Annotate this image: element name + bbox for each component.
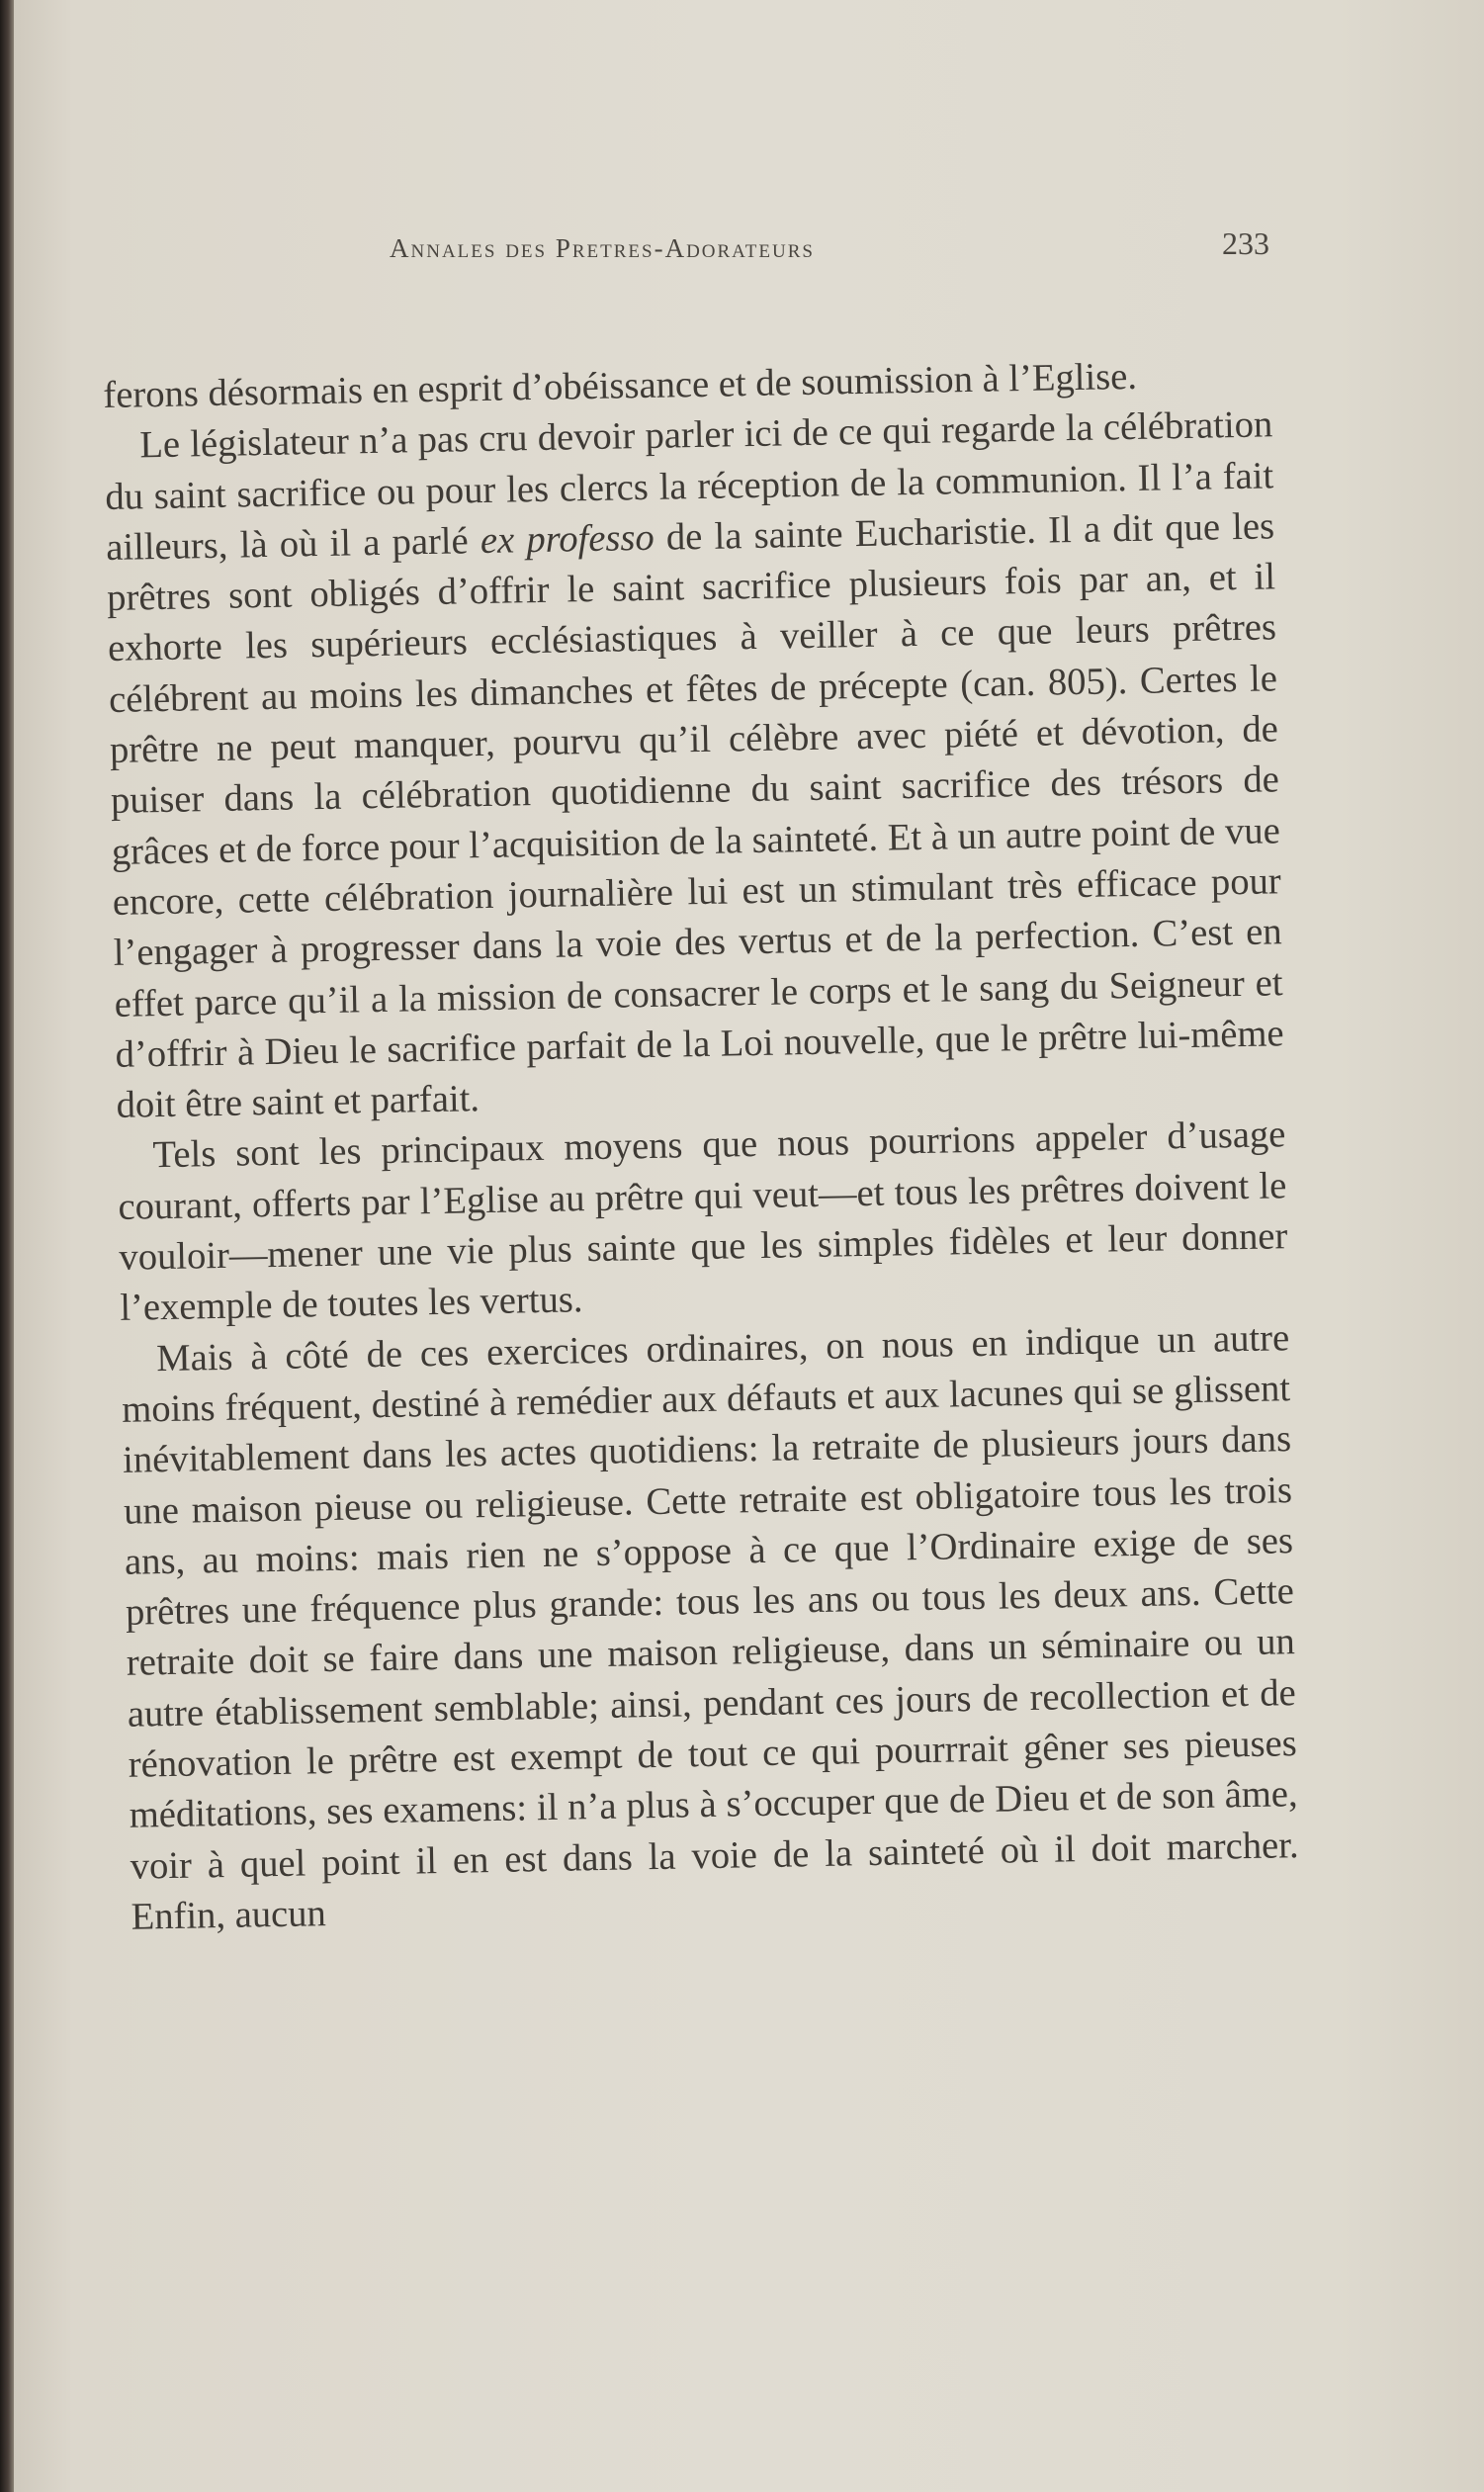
paragraph-1: ferons désormais en esprit d’obéissance et de soumission à l’Eglise.: [103, 355, 1138, 416]
italic-phrase: ex professo: [480, 516, 655, 562]
paragraph-2-after: de la sainte Eucharistie. Il a dit que les prêtres sont obligés d’offrir le saint sacrifice plusieurs fois par an, et il exhorte les supérieurs ecclésiastiques à veiller à ce que leurs prêtres célébrent au moins les dimanches et fêtes de précepte (can. 805). Certes le prêtre ne peut manquer, pourvu qu’il célèbre avec piété et dévotion, de puiser dans la célébration quotidienne du saint sacrifice des trésors de grâces et de force pour l’acquisition de la sainteté. Et à un autre point de vue encore, cette célébration journalière lui est un stimulant très efficace pour l’engager à progresser dans la voie des vertus et de la perfection. C’est en effet parce qu’il a la mission de consacrer le corps et le sang du Seigneur et d’offrir à Dieu le sacrifice parfait de la Loi nouvelle, que le prêtre lui-même doit être saint et parfait.: [106, 505, 1284, 1127]
running-head: Annales des Pretres-Adorateurs: [390, 233, 815, 263]
paragraph-4: Mais à côté de ces exercices ordinaires, on nous en indique un autre moins fréquent, destiné à remédier aux défauts et aux lacunes qui se glissent inévitablement dans les actes quotidiens: la retraite de plusieurs jours dans une maison pieuse ou religieuse. Cette retraite est obligatoire tous les trois ans, au moins: mais rien ne s’oppose à ce que l’Ordinaire exige de ses prêtres une fréquence plus grande: tous les ans ou tous les deux ans. Cette retraite doit se faire dans une maison religieuse, dans un séminaire ou un autre établissement semblable; ainsi, pendant ces jours de recollection et de rénovation le prêtre est exempt de tout ce qui pourrrait gêner ses pieuses méditations, ses examens: il n’a plus à s’occuper que de Dieu et de son âme, voir à quel point il en est dans la voie de la sainteté où il doit marcher. Enfin, aucun: [121, 1316, 1299, 1938]
paragraph-3: Tels sont les principaux moyens que nous pourrions appeler d’usage courant, offerts par l’Eglise au prêtre qui veut—et tous les prêtres doivent le vouloir—mener une vie plus sainte que les simples fidèles et leur donner l’exemple de toutes les vertus.: [118, 1113, 1288, 1330]
page-number: 233: [1222, 225, 1269, 261]
body-text: [103, 349, 1300, 1943]
paragraph-2-before: Le législateur n’a pas cru devoir parler ici de ce qui regarde la célébration du saint sacrifice ou pour les clercs la réception de la communion. Il l’a fait ailleurs, là où il a parlé: [104, 403, 1274, 569]
page-header: [390, 225, 1269, 265]
book-page: [14, 0, 1484, 2492]
paragraph-2: [104, 400, 1285, 1132]
book-spine-shadow: [0, 0, 14, 2492]
